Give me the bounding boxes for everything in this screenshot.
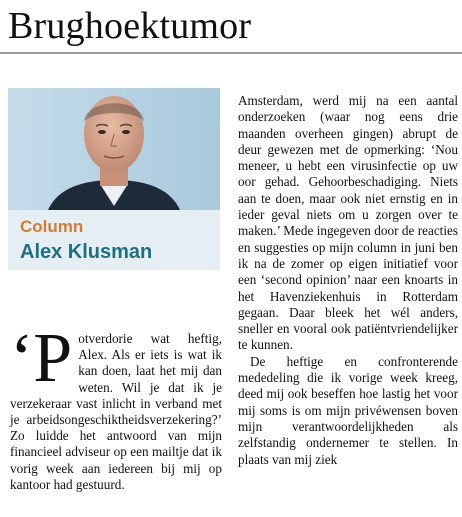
title-divider: [0, 52, 462, 54]
drop-cap: ‘P: [10, 320, 73, 397]
right-paragraph-1: Amsterdam, werd mij na een aantal onderzoeken (waar nog eens drie maanden overheen gingen) abrupt de deur gewezen met de opmerking: ‘Nou meneer, u hebt een virusinfectie op uw oor gehad. Gehoorbeschadiging. Niets aan te doen, maar ook niet ernstig en in ieder geval niets om u zorgen over te maken.’ Mede ingegeven door de reacties en suggesties op mijn column in juni ben ik na de zomer op eigen initiatief voor een ‘second opinion’ naar een knoarts in het Havenziekenhuis in Rotterdam gegaan. Daar bleek het wél anders, sneller en vooral ook patiëntvriendelijker te kunnen.: [238, 93, 458, 353]
author-name: Alex Klusman: [20, 241, 153, 263]
portrait-icon: [8, 88, 220, 210]
right-text-column: [238, 93, 458, 468]
left-text-column: [10, 320, 222, 493]
left-paragraph-1: otverdorie wat heftig, Alex. Als er iets is wat ik kan doen, laat het mij dan weten. Wil je dat ik je verzekeraar vast inlicht in verband met je arbeidsongeschiktheidsverzekering?’ Zo luidde het antwoord van mijn financieel adviseur op een mailtje dat ik vorig week aan iedereen bij mij op kantoor had gestuurd.: [10, 331, 222, 492]
right-paragraph-2: De heftige en confronterende mededeling die ik vorige week kreeg, deed mij ook beseffen hoe lastig het voor mij soms is om mijn privéwensen boven mijn verantwoordelijkheden als zelfstandig ondernemer te stellen. In plaats van mij ziek: [238, 353, 458, 467]
byline-panel: [8, 210, 220, 270]
column-label: Column: [20, 217, 84, 236]
author-photo: [8, 88, 220, 210]
article-title: Brughoektumor: [8, 5, 252, 47]
